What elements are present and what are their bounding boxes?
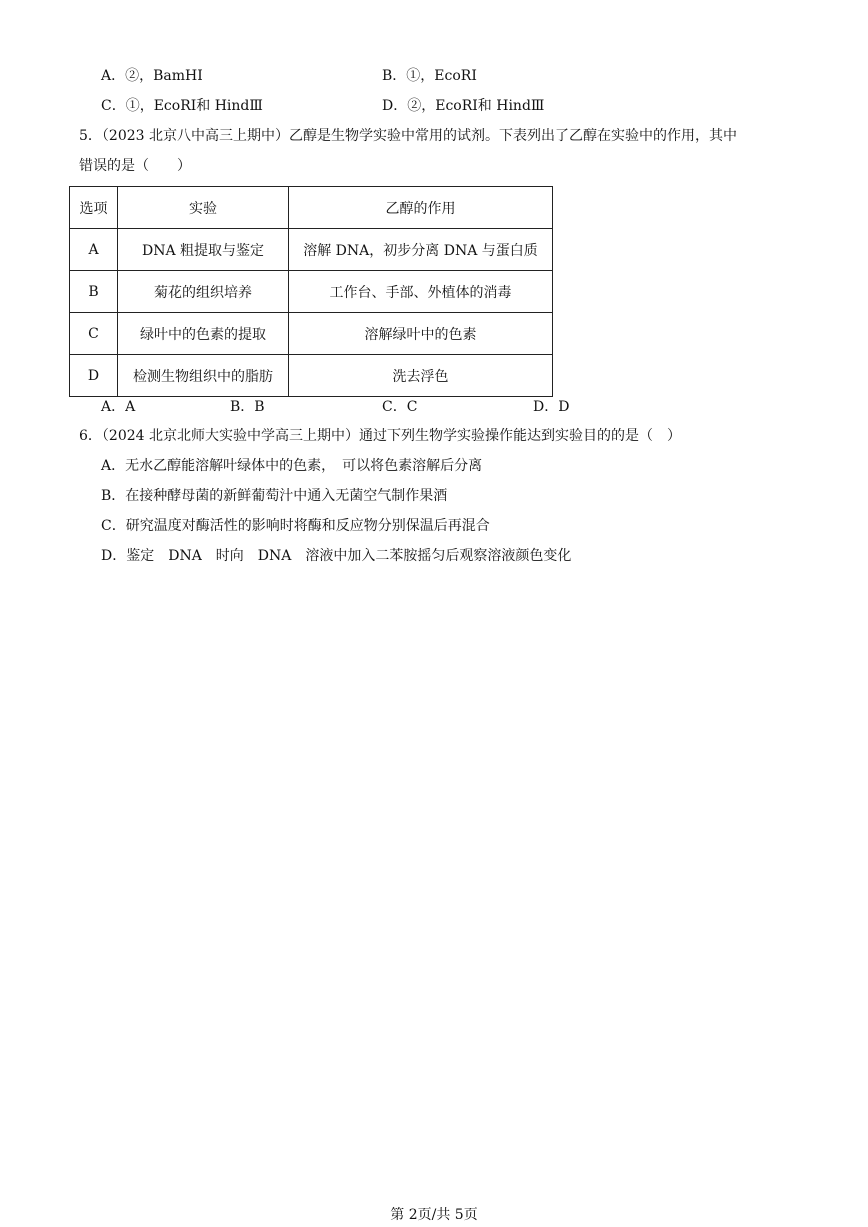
- table-header-cell: 实验: [118, 187, 289, 229]
- q5-stem-line1: 5．（2023 北京八中高三上期中）乙醇是生物学实验中常用的试剂。下表列出了乙醇在实验中的作用，其中: [79, 128, 737, 144]
- q5-experiment-table: [69, 186, 553, 397]
- q6-option-a: A．无水乙醇能溶解叶绿体中的色素， 可以将色素溶解后分离: [101, 458, 483, 474]
- table-cell: C: [70, 313, 118, 355]
- table-cell: A: [70, 229, 118, 271]
- table-cell: 洗去浮色: [289, 355, 553, 397]
- table-cell: DNA 粗提取与鉴定: [118, 229, 289, 271]
- q5-answer-a: A．A: [101, 399, 136, 415]
- table-cell: 菊花的组织培养: [118, 271, 289, 313]
- table-row: [70, 271, 553, 313]
- page-number: 第 2页/共 5页: [390, 1207, 478, 1223]
- q6-option-d: D．鉴定 DNA 时向 DNA 溶液中加入二苯胺摇匀后观察溶液颜色变化: [101, 548, 572, 564]
- table-header-row: [70, 187, 553, 229]
- table-cell: B: [70, 271, 118, 313]
- q5-answer-d: D．D: [533, 399, 570, 415]
- table-header-cell: 选项: [70, 187, 118, 229]
- table-cell: 工作台、手部、外植体的消毒: [289, 271, 553, 313]
- table-row: [70, 355, 553, 397]
- q6-option-b: B．在接种酵母菌的新鲜葡萄汁中通入无菌空气制作果酒: [101, 488, 448, 504]
- table-row: [70, 313, 553, 355]
- table-cell: D: [70, 355, 118, 397]
- q5-stem-line2: 错误的是（ ）: [79, 158, 191, 174]
- table-cell: 绿叶中的色素的提取: [118, 313, 289, 355]
- q4-option-b: B．①，EcoRⅠ: [382, 68, 477, 84]
- q4-option-d: D．②，EcoRⅠ和 HindⅢ: [382, 98, 545, 114]
- q6-stem: 6．（2024 北京北师大实验中学高三上期中）通过下列生物学实验操作能达到实验目的的是（ ）: [79, 428, 681, 444]
- table-header-cell: 乙醇的作用: [289, 187, 553, 229]
- q4-option-c: C．①，EcoRⅠ和 HindⅢ: [101, 98, 263, 114]
- table-cell: 检测生物组织中的脂肪: [118, 355, 289, 397]
- q5-answer-c: C．C: [382, 399, 418, 415]
- q4-option-a: A．②，BamHⅠ: [101, 68, 203, 84]
- q5-answer-b: B．B: [230, 399, 265, 415]
- q6-option-c: C．研究温度对酶活性的影响时将酶和反应物分别保温后再混合: [101, 518, 490, 534]
- table-cell: 溶解绿叶中的色素: [289, 313, 553, 355]
- table-cell: 溶解 DNA，初步分离 DNA 与蛋白质: [289, 229, 553, 271]
- table-row: [70, 229, 553, 271]
